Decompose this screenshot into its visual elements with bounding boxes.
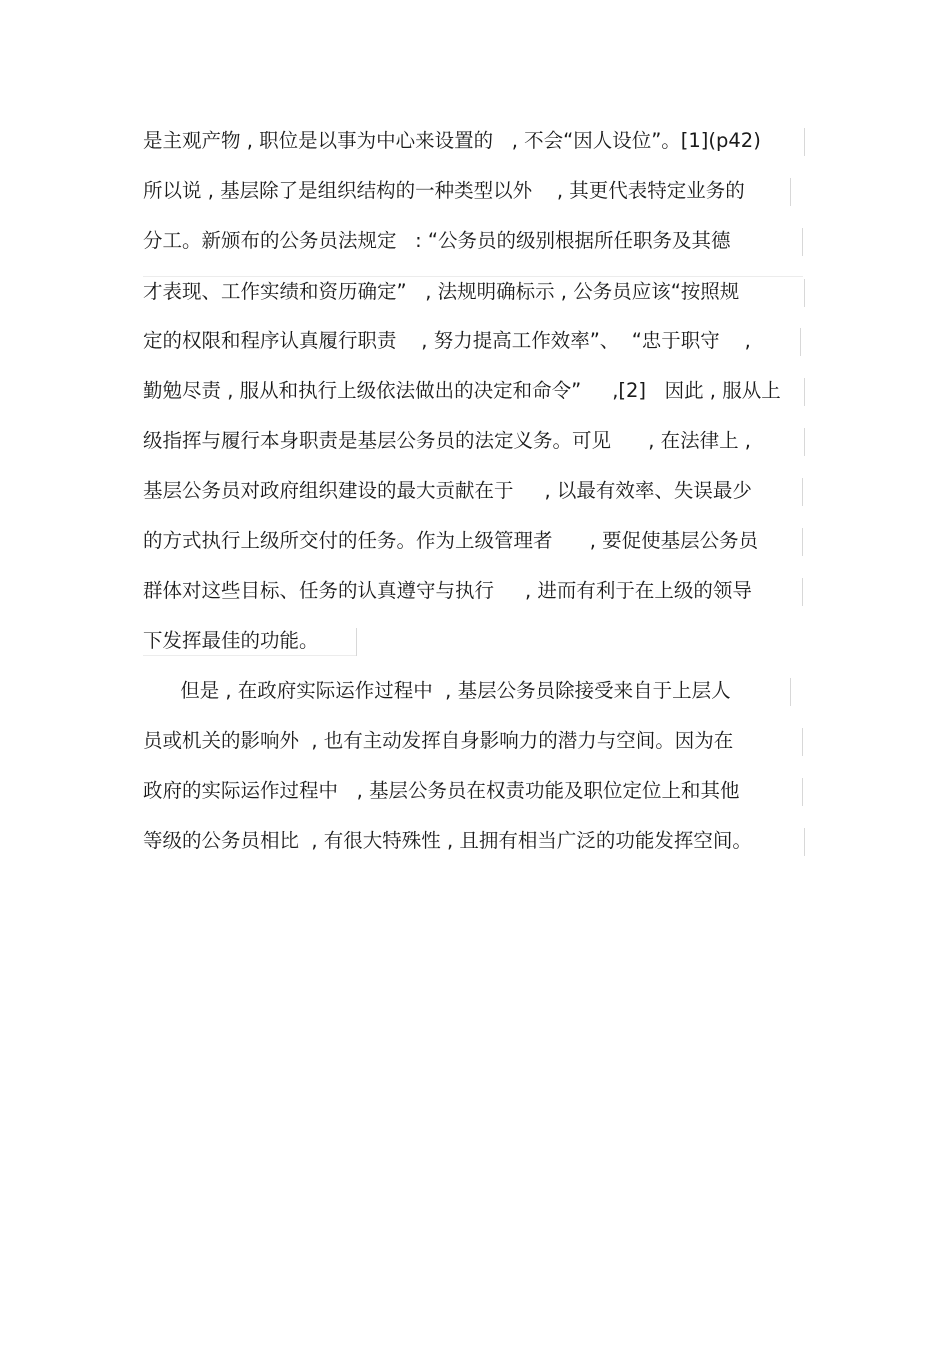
text-line-3: 分工。新颁布的公务员法规定 : “公务员的级别根据所任职务及其德: [143, 229, 731, 252]
line-edge-marker: [804, 128, 805, 156]
line-edge-marker: [802, 528, 803, 556]
line-edge-marker: [802, 578, 803, 606]
line-edge-marker: [802, 778, 803, 806]
text-line-1: 是主观产物 , 职位是以事为中心来设置的 , 不会“因人设位”。[1](p42): [143, 129, 761, 152]
line-edge-marker: [802, 728, 803, 756]
text-line-11: 下发挥最佳的功能。: [143, 629, 319, 652]
line-divider: [143, 276, 803, 277]
line-edge-marker: [804, 378, 805, 406]
text-line-13: 员或机关的影响外 , 也有主动发挥自身影响力的潜力与空间。因为在: [143, 729, 734, 752]
line-edge-marker: [804, 279, 805, 307]
text-line-12: 但是 , 在政府实际运作过程中 , 基层公务员除接受来自于上层人: [143, 679, 731, 702]
line-divider: [143, 655, 356, 656]
text-line-10: 群体对这些目标、任务的认真遵守与执行 , 进而有利于在上级的领导: [143, 579, 752, 602]
text-line-4: 才表现、工作实绩和资历确定” , 法规明确标示 , 公务员应该“按照规: [143, 280, 740, 303]
line-edge-marker: [804, 828, 805, 856]
line-edge-marker: [800, 328, 801, 356]
text-line-6: 勤勉尽责 , 服从和执行上级依法做出的决定和命令” ,[2] 因此 , 服从上: [143, 379, 781, 402]
text-line-15: 等级的公务员相比 , 有很大特殊性 , 且拥有相当广泛的功能发挥空间。: [143, 829, 752, 852]
line-edge-marker: [802, 228, 803, 256]
text-line-2: 所以说 , 基层除了是组织结构的一种类型以外 , 其更代表特定业务的: [143, 179, 745, 202]
text-line-9: 的方式执行上级所交付的任务。作为上级管理者 , 要促使基层公务员: [143, 529, 759, 552]
text-line-14: 政府的实际运作过程中 , 基层公务员在权责功能及职位定位上和其他: [143, 779, 740, 802]
line-edge-marker: [804, 428, 805, 456]
line-edge-marker: [790, 178, 791, 206]
text-line-8: 基层公务员对政府组织建设的最大贡献在于 , 以最有效率、失误最少: [143, 479, 752, 502]
text-line-7: 级指挥与履行本身职责是基层公务员的法定义务。可见 , 在法律上 ,: [143, 429, 751, 452]
line-edge-marker: [790, 678, 791, 706]
text-line-5: 定的权限和程序认真履行职责 , 努力提高工作效率”、 “忠于职守 ,: [143, 329, 751, 352]
line-edge-marker: [802, 478, 803, 506]
line-edge-marker: [356, 628, 357, 656]
